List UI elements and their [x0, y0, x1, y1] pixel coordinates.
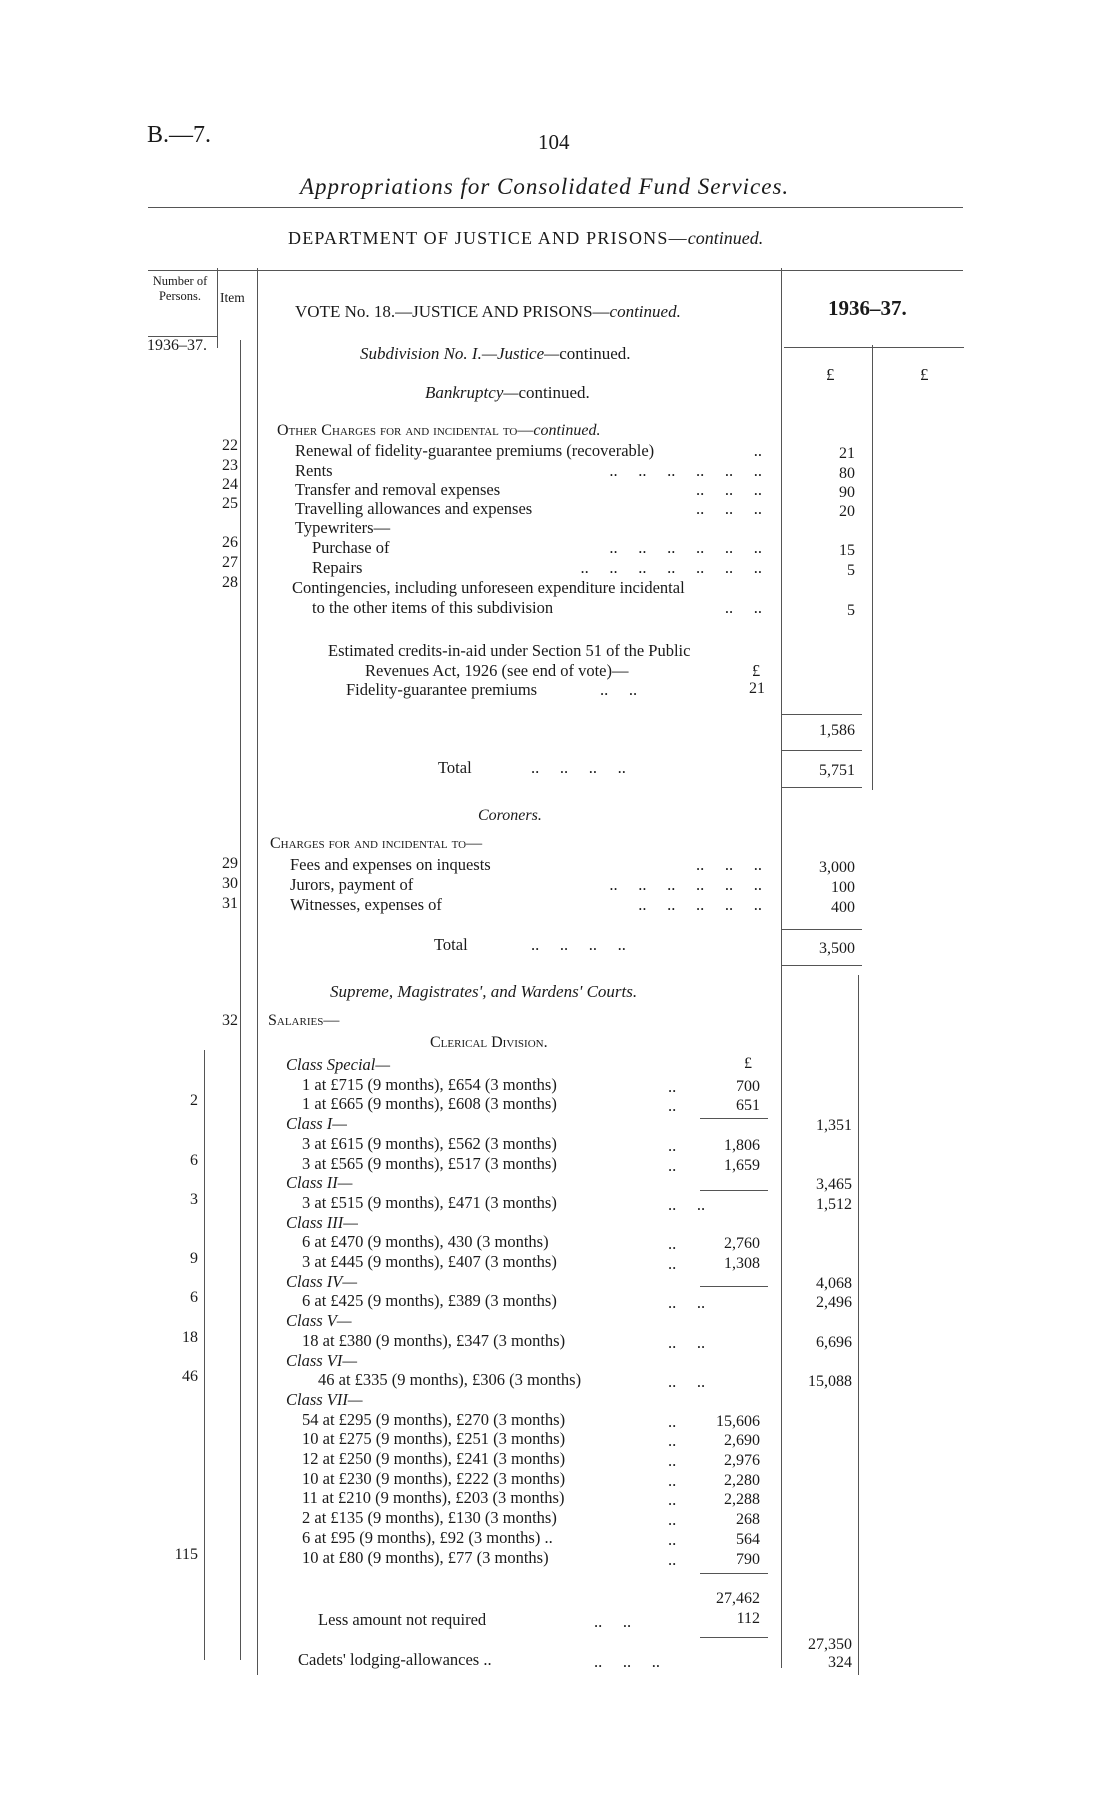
item-number: 26	[222, 534, 238, 551]
less-dots: .. ..	[594, 1612, 632, 1631]
credits-item: Fidelity-guarantee premiums	[346, 680, 538, 699]
persons-count: 46	[182, 1368, 198, 1385]
class-heading: Class VII—	[286, 1390, 363, 1409]
department-heading	[288, 228, 763, 249]
department-suffix: continued.	[687, 228, 764, 248]
leader-dots: ..	[668, 1136, 677, 1155]
inner-amount: 15,606	[716, 1413, 760, 1430]
inner-amount: 2,760	[724, 1235, 760, 1252]
class-total: 15,088	[808, 1373, 852, 1390]
item-number: 30	[222, 875, 238, 892]
leader-dots: ..	[668, 1096, 677, 1115]
leader-dots: ..	[668, 1550, 677, 1569]
persons-year-rule	[148, 336, 218, 337]
leader-dots: .. .. .. .. .. ..	[609, 461, 762, 480]
credits-dots: .. ..	[600, 680, 638, 699]
salary-line: 6 at £470 (9 months), 430 (3 months)	[302, 1232, 549, 1251]
item-number: 24	[222, 476, 238, 493]
salary-line: 3 at £565 (9 months), £517 (3 months)	[302, 1154, 557, 1173]
leader-dots: .. .. .. .. .. ..	[609, 875, 762, 894]
coroners-total: 3,500	[819, 940, 855, 957]
leader-dots: .. .. .. .. .. .. ..	[580, 558, 762, 577]
class-total: 2,496	[816, 1294, 852, 1311]
charge-amount: 80	[839, 465, 855, 482]
bankruptcy-total-dots: .. .. .. ..	[531, 758, 626, 777]
year-column-heading: 1936–37.	[828, 296, 907, 320]
salary-line: 3 at £515 (9 months), £471 (3 months)	[302, 1193, 557, 1212]
less-amount: 112	[736, 1610, 760, 1627]
leader-dots: ..	[668, 1530, 677, 1549]
inner-amount: 1,308	[724, 1255, 760, 1272]
courts-salaries: Salaries—	[268, 1012, 340, 1029]
salary-line: 1 at £665 (9 months), £608 (3 months)	[302, 1094, 557, 1113]
salary-line: 6 at £95 (9 months), £92 (3 months) ..	[302, 1528, 553, 1547]
subtotal-rule	[700, 1190, 768, 1191]
leader-dots: ..	[668, 1431, 677, 1450]
class-total: 1,512	[816, 1196, 852, 1213]
salary-line: 2 at £135 (9 months), £130 (3 months)	[302, 1508, 557, 1527]
class7-sum: 27,462	[716, 1590, 760, 1607]
charge-amount: 90	[839, 484, 855, 501]
charge-description: Witnesses, expenses of	[290, 895, 442, 914]
bankruptcy-charges-heading	[277, 422, 600, 440]
inner-amount: 700	[736, 1078, 760, 1095]
class-heading: Class I—	[286, 1114, 347, 1133]
persons-count: 9	[190, 1250, 198, 1267]
charge-description: Contingencies, including unforeseen expenditure incidental	[292, 578, 685, 597]
credits-amount: 21	[749, 680, 765, 697]
department-name: DEPARTMENT OF JUSTICE AND PRISONS—	[288, 228, 688, 248]
class-heading: Class II—	[286, 1173, 353, 1192]
item-number: 22	[222, 437, 238, 454]
class-total: 6,696	[816, 1334, 852, 1351]
class-heading: Class Special—	[286, 1055, 391, 1074]
inner-amount: 1,659	[724, 1157, 760, 1174]
vote-title: VOTE No. 18.—JUSTICE AND PRISONS—	[295, 302, 610, 321]
coroners-heading: Charges for and incidental to—	[270, 835, 483, 852]
charge-description: Repairs	[312, 558, 363, 577]
pound-column-2: £	[920, 365, 929, 384]
class-total: 4,068	[816, 1275, 852, 1292]
item-column-divider	[240, 340, 241, 1660]
courts-pound: £	[744, 1055, 752, 1072]
bankruptcy-charges-heading-text: Other Charges for and incidental to—	[277, 422, 534, 439]
salary-line: 10 at £80 (9 months), £77 (3 months)	[302, 1548, 549, 1567]
item-number: 27	[222, 554, 238, 571]
credits-pound: £	[752, 661, 761, 680]
page-ref: B.—7.	[147, 122, 212, 148]
inner-amount: 2,976	[724, 1452, 760, 1469]
cadets-label: Cadets' lodging-allowances ..	[298, 1650, 492, 1669]
charge-amount: 15	[839, 542, 855, 559]
net-salaries: 27,350	[808, 1636, 852, 1653]
subdivision-title-suffix: continued.	[559, 344, 631, 363]
page-number: 104	[538, 130, 570, 154]
salary-line: 11 at £210 (9 months), £203 (3 months)	[302, 1488, 565, 1507]
bankruptcy-title-text: Bankruptcy—	[425, 383, 519, 402]
courts-item: 32	[222, 1012, 238, 1029]
leader-dots: ..	[753, 441, 762, 460]
cadets-dots: .. .. ..	[594, 1652, 660, 1671]
courts-title: Supreme, Magistrates', and Wardens' Courts.	[330, 982, 638, 1001]
item-number: 28	[222, 574, 238, 591]
leader-dots: ..	[668, 1490, 677, 1509]
clerical-division: Clerical Division.	[430, 1034, 548, 1051]
bankruptcy-total-underline	[782, 787, 862, 788]
vote-suffix: continued.	[609, 302, 681, 321]
bankruptcy-subtotal-rule	[782, 714, 862, 715]
charge-description: Purchase of	[312, 538, 390, 557]
charge-description: Fees and expenses on inquests	[290, 855, 491, 874]
coroners-total-label: Total	[434, 935, 468, 954]
leader-dots: .. .. .. .. .. ..	[609, 538, 762, 557]
bankruptcy-title-suffix: continued.	[518, 383, 590, 402]
subdivision-title	[360, 344, 631, 364]
less-rule	[700, 1637, 768, 1638]
leader-dots: ..	[668, 1254, 677, 1273]
leader-dots: ..	[668, 1412, 677, 1431]
vote-heading	[295, 302, 681, 322]
salary-line: 10 at £230 (9 months), £222 (3 months)	[302, 1469, 566, 1488]
persons-count: 18	[182, 1329, 198, 1346]
subtotal-rule	[700, 1286, 768, 1287]
charge-description: Rents	[295, 461, 333, 480]
inner-amount: 651	[736, 1097, 760, 1114]
cadets-amount: 324	[828, 1654, 852, 1671]
charge-description: Renewal of fidelity-guarantee premiums (recoverable)	[295, 441, 655, 460]
credits-line-1: Estimated credits-in-aid under Section 51 of the Public	[328, 641, 691, 660]
inner-amount: 2,280	[724, 1472, 760, 1489]
inner-amount: 564	[736, 1531, 760, 1548]
item-number: 31	[222, 895, 238, 912]
inner-amount: 268	[736, 1511, 760, 1528]
leader-dots: .. ..	[668, 1293, 706, 1312]
charge-amount: 21	[839, 445, 855, 462]
salary-line: 54 at £295 (9 months), £270 (3 months)	[302, 1410, 566, 1429]
salary-line: 10 at £275 (9 months), £251 (3 months)	[302, 1429, 566, 1448]
class-heading: Class IV—	[286, 1272, 358, 1291]
charge-description: Jurors, payment of	[290, 875, 414, 894]
coroners-total-rule	[782, 929, 862, 930]
coroners-title: Coroners.	[478, 807, 542, 824]
leader-dots: ..	[668, 1451, 677, 1470]
subtotal-rule	[700, 1118, 768, 1119]
amount-inner-divider-low	[858, 975, 859, 1675]
charge-amount: 5	[847, 602, 855, 619]
inner-amount: 1,806	[724, 1137, 760, 1154]
class-total: 1,351	[816, 1117, 852, 1134]
title-rule	[148, 207, 963, 208]
bankruptcy-total: 5,751	[819, 762, 855, 779]
amount-column-divider	[781, 268, 782, 1668]
item-number: 25	[222, 495, 238, 512]
page-title: Appropriations for Consolidated Fund Services.	[300, 174, 790, 199]
bankruptcy-title	[425, 383, 590, 403]
persons-count: 2	[190, 1092, 198, 1109]
leader-dots: ..	[668, 1510, 677, 1529]
persons-count: 3	[190, 1191, 198, 1208]
item-number: 29	[222, 855, 238, 872]
salary-line: 18 at £380 (9 months), £347 (3 months)	[302, 1331, 566, 1350]
class7-sum-rule	[700, 1573, 768, 1574]
department-rule	[148, 270, 963, 271]
less-label: Less amount not required	[318, 1610, 487, 1629]
item-column-divider-head	[257, 268, 258, 348]
subdivision-title-text: Subdivision No. I.—Justice—	[360, 344, 560, 363]
class-heading: Class V—	[286, 1311, 352, 1330]
bankruptcy-total-label: Total	[438, 758, 472, 777]
class-heading: Class VI—	[286, 1351, 358, 1370]
class-heading: Class III—	[286, 1213, 358, 1232]
leader-dots: .. ..	[668, 1333, 706, 1352]
salary-line: 3 at £615 (9 months), £562 (3 months)	[302, 1134, 557, 1153]
salary-line: 12 at £250 (9 months), £241 (3 months)	[302, 1449, 566, 1468]
charge-amount: 400	[831, 899, 855, 916]
charge-description: to the other items of this subdivision	[312, 598, 554, 617]
persons-count: 6	[190, 1152, 198, 1169]
charge-amount: 20	[839, 503, 855, 520]
persons-column-heading: Number of Persons.	[152, 274, 208, 303]
persons-count: 6	[190, 1289, 198, 1306]
persons-column-divider	[217, 268, 218, 348]
charge-amount: 5	[847, 562, 855, 579]
inner-amount: 2,690	[724, 1432, 760, 1449]
leader-dots: .. ..	[724, 598, 762, 617]
inner-amount: 790	[736, 1551, 760, 1568]
leader-dots: ..	[668, 1471, 677, 1490]
leader-dots: .. .. .. .. ..	[638, 895, 762, 914]
salary-line: 3 at £445 (9 months), £407 (3 months)	[302, 1252, 557, 1271]
text-column-divider	[257, 345, 258, 1675]
coroners-total-dots: .. .. .. ..	[531, 935, 626, 954]
item-number: 23	[222, 457, 238, 474]
leader-dots: .. .. ..	[696, 855, 762, 874]
charge-amount: 100	[831, 879, 855, 896]
bankruptcy-charges-heading-suffix: continued.	[533, 422, 601, 439]
class-total: 3,465	[816, 1176, 852, 1193]
bankruptcy-subtotal: 1,586	[819, 722, 855, 739]
pound-column-1: £	[826, 365, 835, 384]
charge-description: Typewriters—	[295, 518, 391, 537]
leader-dots: .. ..	[668, 1195, 706, 1214]
leader-dots: .. .. ..	[696, 499, 762, 518]
coroners-total-underline	[782, 965, 862, 966]
item-column-heading: Item	[220, 290, 245, 305]
leader-dots: ..	[668, 1234, 677, 1253]
charge-amount: 3,000	[819, 859, 855, 876]
salary-line: 1 at £715 (9 months), £654 (3 months)	[302, 1075, 557, 1094]
leader-dots: .. .. ..	[696, 480, 762, 499]
persons-count: 115	[174, 1546, 198, 1563]
year-rule	[784, 347, 964, 348]
credits-line-2: Revenues Act, 1926 (see end of vote)—	[365, 661, 629, 680]
persons-year: 1936–37.	[147, 337, 207, 354]
charge-description: Travelling allowances and expenses	[295, 499, 533, 518]
leader-dots: ..	[668, 1156, 677, 1175]
inner-amount: 2,288	[724, 1491, 760, 1508]
leader-dots: ..	[668, 1077, 677, 1096]
amount-inner-divider	[872, 345, 873, 790]
salary-line: 46 at £335 (9 months), £306 (3 months)	[318, 1370, 582, 1389]
leader-dots: .. ..	[668, 1372, 706, 1391]
persons-column-divider-low	[204, 1050, 205, 1660]
bankruptcy-total-rule	[782, 750, 862, 751]
salary-line: 6 at £425 (9 months), £389 (3 months)	[302, 1291, 557, 1310]
charge-description: Transfer and removal expenses	[295, 480, 501, 499]
